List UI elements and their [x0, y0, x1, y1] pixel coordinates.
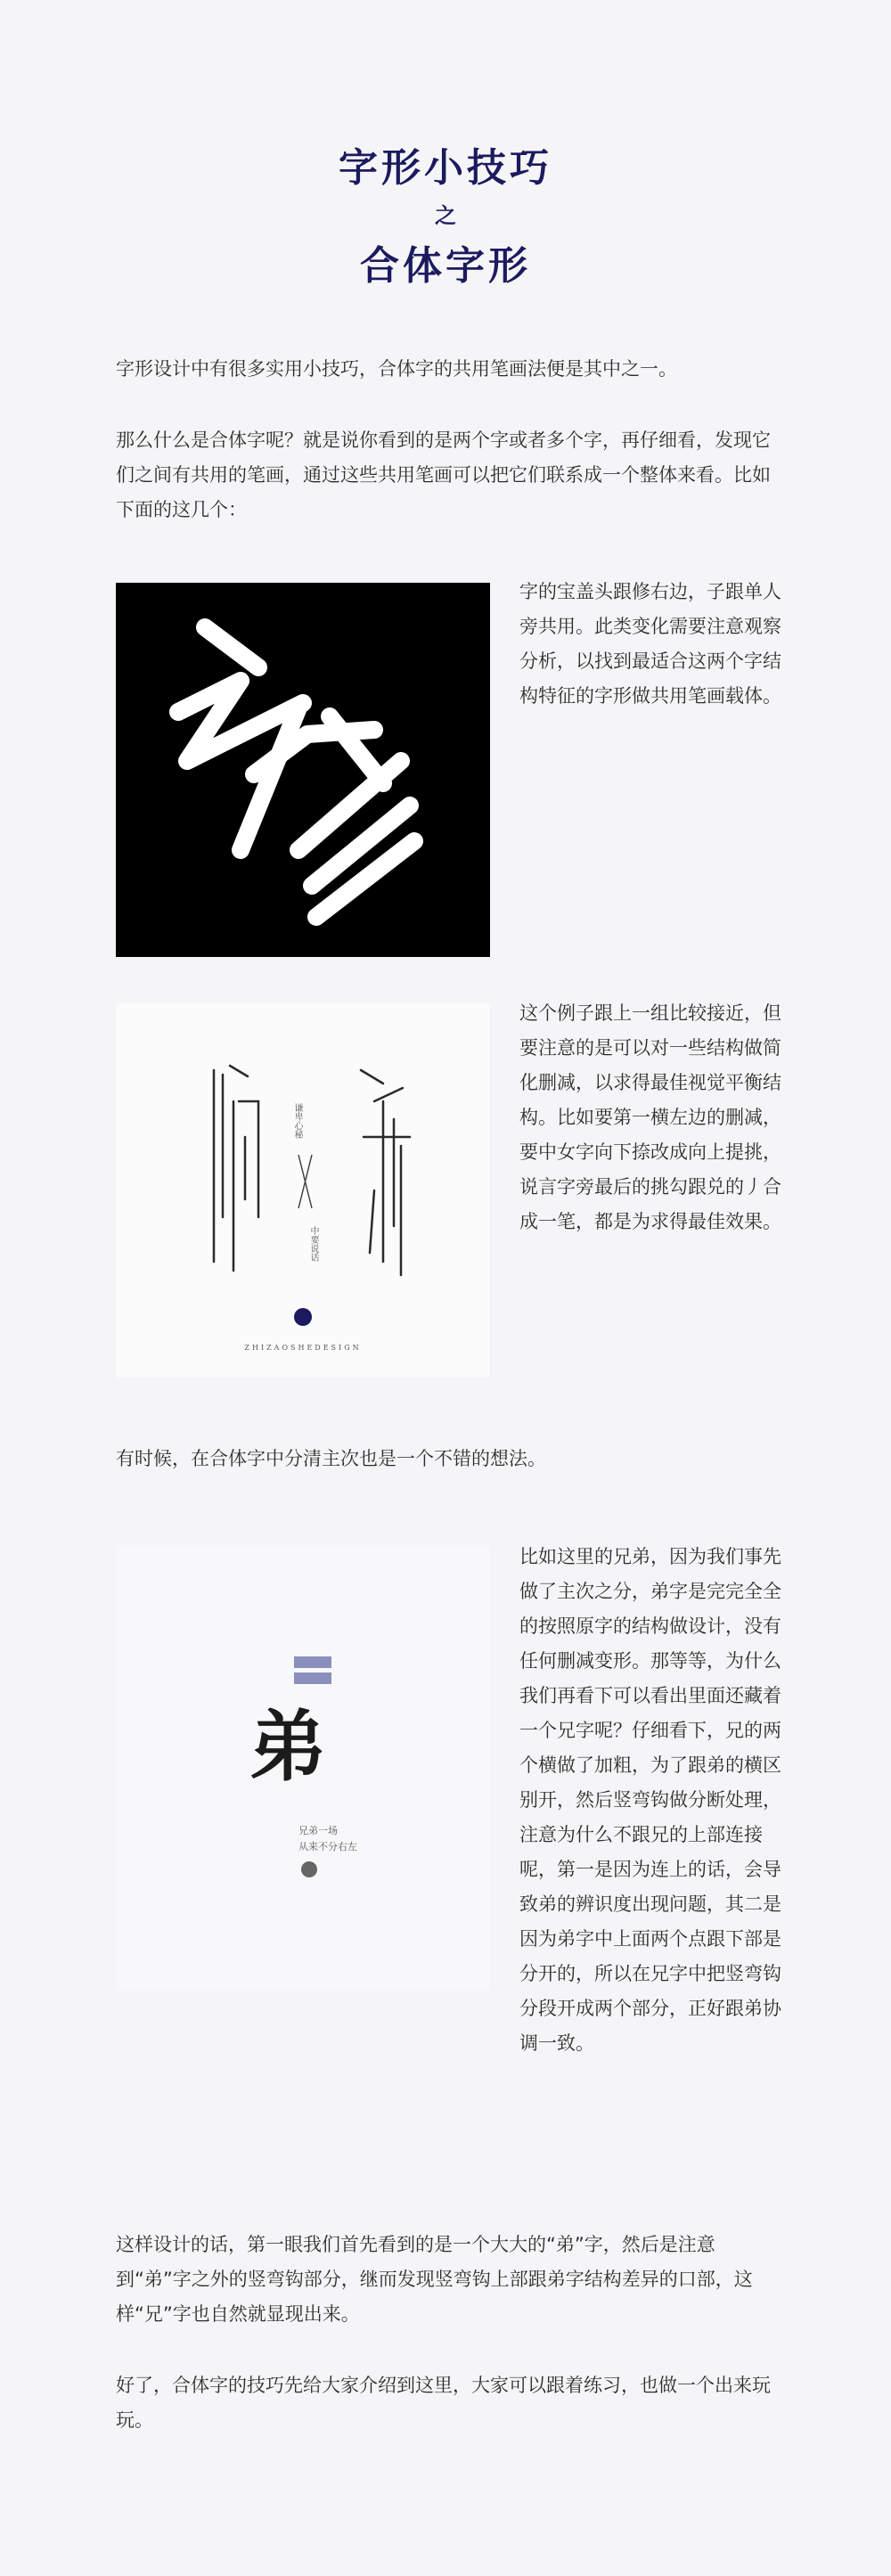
ligature-glyph-1	[116, 583, 490, 957]
example-image-1	[116, 583, 490, 957]
example-2-description: 这个例子跟上一组比较接近，但要注意的是可以对一些结构做简化删减，以求得最佳视觉平衡结构。比如要第一横左边的删减，要中女字向下捺改成向上提挑，说言字旁最后的挑勾跟兑的丿合成一笔，都是为求得最佳效果。	[519, 1002, 781, 1232]
example-3-description: 比如这里的兄弟，因为我们事先做了主次之分，弟字是完完全全的按照原字的结构做设计，没有任何删减变形。那等等，为什么我们再看下可以看出里面还藏着一个兄字呢？仔细看下，兄的两个横做了加粗，为了跟弟的横区别开，然后竖弯钩做分断处理，注意为什么不跟兄的上部连接呢，第一是因为连上的话，会导致弟的辨识度出现问题，其二是因为弟字中上面两个点跟下部是分开的，所以在兄字中把竖弯钩分段开成两个部分，正好跟弟协调一致。	[519, 1546, 781, 2054]
caption-left: 谦卑心秘	[292, 1103, 302, 1139]
ligature-glyph-2	[116, 1003, 490, 1378]
caption-right: 中要说话	[308, 1226, 318, 1262]
intro-paragraph-2: 那么什么是合体字呢？就是说你看到的是两个字或者多个字，再仔细看，发现它们之间有共用的笔画，通过这些共用笔画可以把它们联系成一个整体来看。比如下面的这几个：	[116, 429, 771, 520]
title-line-1: 字形小技巧	[339, 145, 552, 191]
title-line-2: 合体字形	[360, 243, 531, 289]
example-image-3	[116, 1545, 490, 1991]
logo-seal-icon	[301, 1861, 317, 1877]
outro-paragraph-1: 这样设计的话，第一眼我们首先看到的是一个大大的“弟”字，然后是注意到“弟”字之外的竖弯钩部分，继而发现竖弯钩上部跟弟字结构差异的口部，这样“兄”字也自然就显现出来。	[116, 2234, 753, 2325]
caption-line-1: 兄弟一场	[298, 1825, 338, 1836]
example-image-2	[116, 1003, 490, 1378]
caption-line-2: 从来不分右左	[298, 1841, 357, 1852]
logo-seal-icon	[294, 1308, 312, 1326]
outro-paragraph-2: 好了，合体字的技巧先给大家介绍到这里，大家可以跟着练习，也做一个出来玩玩。	[116, 2375, 771, 2431]
label-strip-2	[294, 1672, 331, 1684]
middle-paragraph: 有时候，在合体字中分清主次也是一个不错的想法。	[116, 1448, 546, 1469]
example-1-description: 字的宝盖头跟修右边，子跟单人旁共用。此类变化需要注意观察分析，以找到最适合这两个字结构特征的字形做共用笔画载体。	[519, 581, 781, 707]
intro-paragraph-1: 字形设计中有很多实用小技巧，合体字的共用笔画法便是其中之一。	[116, 358, 677, 380]
big-character: 弟	[249, 1703, 326, 1792]
brand-text: ZHIZAOSHEDESIGN	[244, 1344, 362, 1352]
title-connector: 之	[435, 203, 456, 228]
label-strip-1	[294, 1656, 331, 1668]
